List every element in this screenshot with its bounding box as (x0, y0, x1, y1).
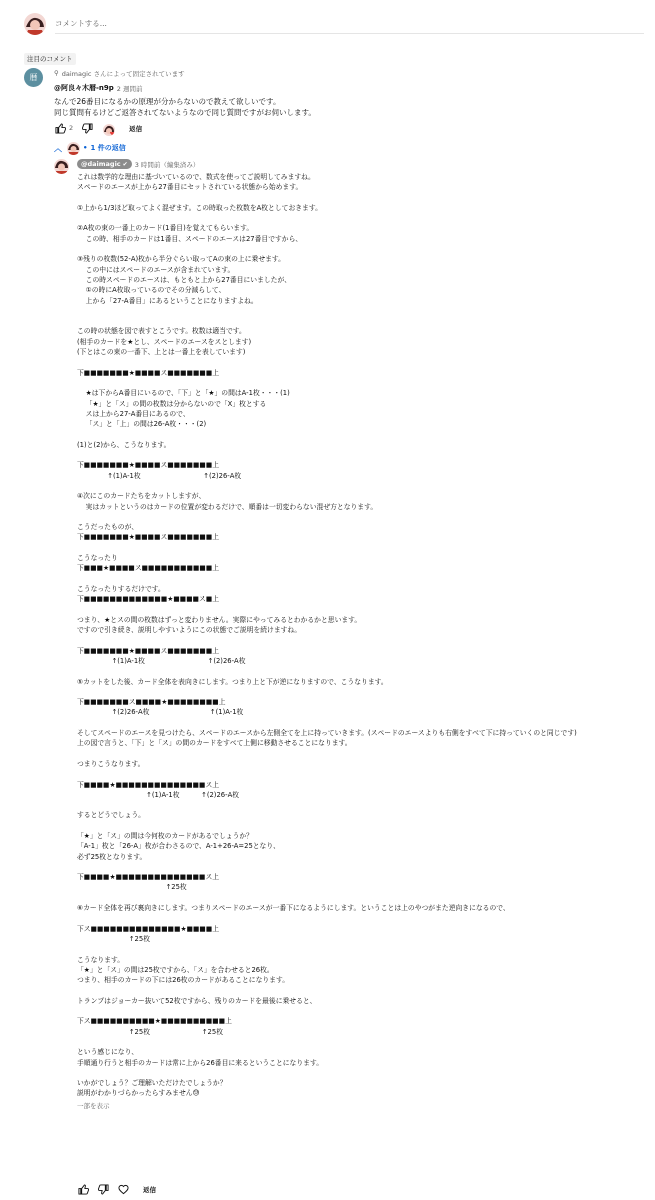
pin-icon: ⚲ (54, 69, 59, 77)
commenter-avatar[interactable] (24, 68, 43, 87)
reply-button[interactable]: 返信 (143, 1185, 156, 1194)
comment-text: なんで26番目になるかの原理が分からないので教えて欲しいです。 同じ質問有るけどご返答されてないようなので同じ質問ですがお伺いします。 (54, 97, 316, 117)
pinned-by-line (54, 68, 644, 78)
user-avatar (24, 13, 46, 35)
comment-action-bar (54, 121, 142, 135)
thumb-up-icon[interactable] (54, 122, 66, 134)
channel-name-chip[interactable] (77, 159, 132, 169)
comment-input[interactable] (55, 14, 644, 34)
show-less-button[interactable]: 一部を表示 (77, 1101, 110, 1110)
add-comment-box (24, 9, 644, 39)
dot-separator: • (83, 144, 88, 152)
author-line (54, 83, 644, 93)
heart-outline-icon[interactable] (117, 1183, 129, 1195)
reply-action-bar (77, 1182, 156, 1196)
thumb-up-icon[interactable] (77, 1183, 89, 1195)
reply-comment (77, 159, 652, 1110)
main-comment (54, 68, 644, 118)
author-name[interactable]: @阿良々木暦-n9p (54, 84, 114, 92)
chevron-up-icon: ︿ (54, 143, 62, 153)
reply-author-line (77, 159, 652, 169)
creator-heart-icon (103, 122, 115, 134)
reply-button[interactable]: 返信 (129, 124, 143, 133)
reply-time[interactable]: 3 時間前（編集済み） (134, 160, 200, 169)
channel-avatar[interactable] (54, 159, 69, 174)
avatar-letter: 暦 (29, 73, 38, 82)
thumb-down-icon[interactable] (81, 122, 93, 134)
replies-toggle[interactable] (54, 141, 126, 155)
like-count: 2 (69, 124, 74, 132)
featured-comment-chip: 注目のコメント (24, 53, 76, 65)
replies-count-label: 1 件の返信 (90, 144, 126, 152)
pinned-by-text: daimagic さんによって固定されています (61, 69, 185, 78)
replier-avatar (67, 142, 80, 155)
verified-check-icon: ✔ (122, 160, 128, 168)
channel-name: @daimagic (81, 160, 121, 168)
comment-time[interactable]: 2 週間前 (116, 84, 143, 93)
thumb-down-icon[interactable] (97, 1183, 109, 1195)
reply-text: これは数学的な理由に基づいているので、数式を使ってご説明してみますね。 スペードのエースが上から27番目にセットされている状態から始めます。 ①上から1/3ほど取ってよく混ぜます。この時取った枚数をA枚としておきます。 ②A枚の束の一番上のカード(1番目)を覚えてもらいます。 この時、相手のカードは1番目、スペードのエースは27番目ですから、 ③残りの枚数(52-A)枚から半分ぐらい取ってAの束の上に乗せます。 この中にはスペードのエースが含まれています。 この時スペードのエースは、もともと上から27番目にいましたが、 ①の時にA枚取っているのでその分減らして、 上から「27-A番目」にあるということになりますよね。 この時の状態を図で表すとこうです。枚数は適当です。 (相手のカードを★とし、スペードのエースをスとします) (下とはこの束の一番下、上とは一番上を表しています) 下■■■■■■■★■■■■ス■■■■■■■上 ★は下からA番目にいるので、「下」と「★」の間はA-1枚・・・(1) 「★」と「ス」の間の枚数は分からないので「X」枚とする スは上から27-A番目にあるので、 「ス」と「上」の間は26-A枚・・・(2) (1)と(2)から、こうなります。 下■■■■■■■★■■■■ス■■■■■■■上 ↑(1)A-1枚 ↑(2)26-A枚 ④次にこのカードたちをカットしますが、 実はカットというのはカードの位置が変わるだけで、順番は一切変わらない混ぜ方となります。 こうだったものが、 下■■■■■■■★■■■■ス■■■■■■■上 こうなったり 下■■■★■■■■ス■■■■■■■■■■■上 こうなったりするだけです。 下■■■■■■■■■■■■■★■■■■ス■上 つまり、★とスの間の枚数はずっと変わりません。実際にやってみるとわかるかと思います。 ですので引き続き、説明しやすいようにこの状態でご説明を続けますね。 下■■■■■■■★■■■■ス■■■■■■■上 ↑(1)A-1枚 ↑(2)26-A枚 ⑤カットをした後、カード全体を表向きにします。つまり上と下が逆になりますので、こうなります。 下■■■■■■■ス■■■■★■■■■■■■■上 ↑(2)26-A枚 ↑(1)A-1枚 そしてスペードのエースを見つけたら、スペードのエースから左側全てを上に持っていきます。(スペードのエースよりも右側をすべて下に持っていくのと同じです) 上の図で言うと、「下」と「ス」の間のカードをすべて上側に移動させることになります。 つまりこうなります。 下■■■■★■■■■■■■■■■■■■■ス上 ↑(1)A-1枚 ↑(2)26-A枚 するとどうでしょう。 「★」と「ス」の間は今何枚のカードがあるでしょうか？ 「A-1」枚と「26-A」枚が合わさるので、A-1+26-A=25となり、 必ず25枚となります。 下■■■■★■■■■■■■■■■■■■■ス上 ↑25枚 ⑥カード全体を再び裏向きにします。つまりスペードのエースが一番下になるようにします。ということは上のやつがまた逆向きになるので、 下ス■■■■■■■■■■■■■■★■■■■上 ↑25枚 こうなります。 「★」と「ス」の間は25枚ですから、「ス」を合わせると26枚。 つまり、相手のカードの下には26枚のカードがあることになります。 トランプはジョーカー抜いて52枚ですから、残りのカードを最後に乗せると、 下ス■■■■■■■■■■★■■■■■■■■■■上 ↑25枚 ↑25枚 という感じになり、 手順通り行うと相手のカードは常に上から26番目に来るということになります。 いかがでしょう？ご理解いただけたでしょうか？ 説明がわかりづらかったらすみません😓 (77, 173, 577, 1098)
